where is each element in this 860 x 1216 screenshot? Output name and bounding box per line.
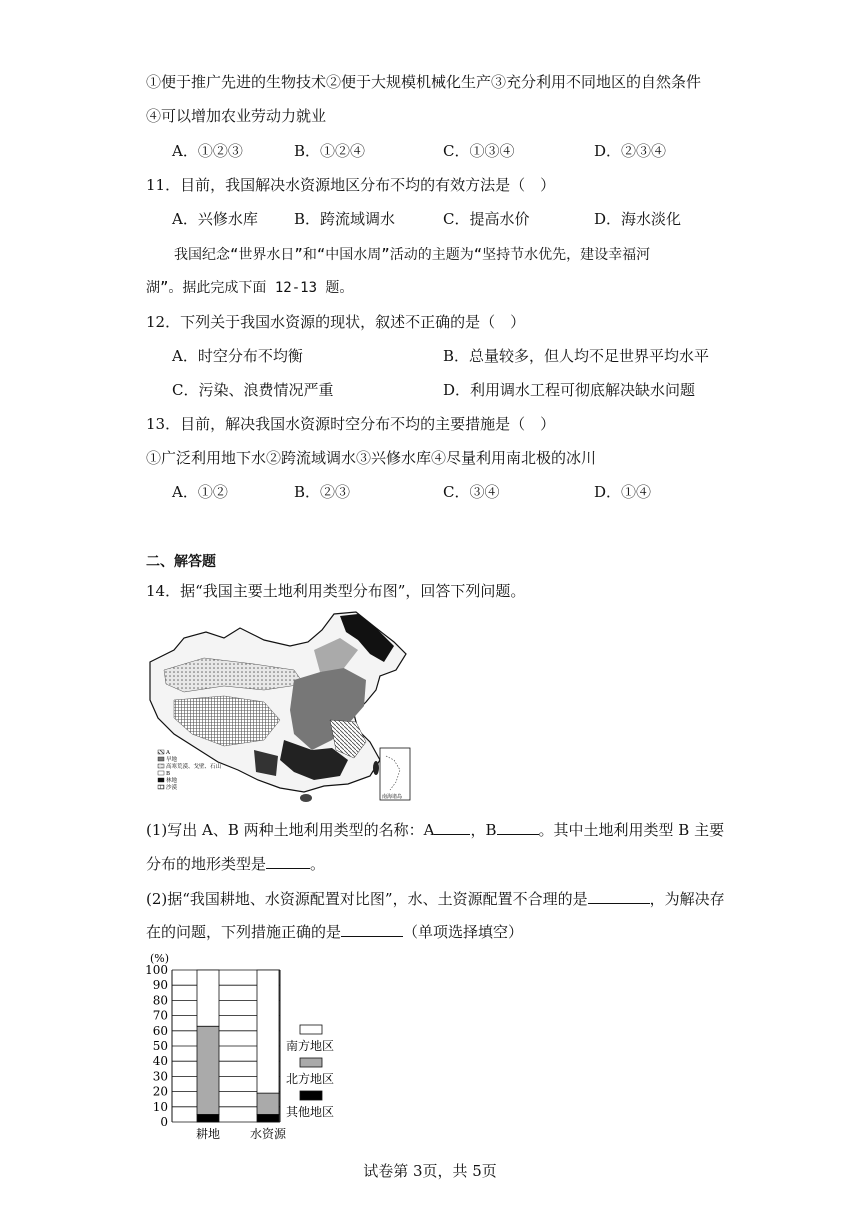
land-use-map [144, 610, 414, 806]
q14-sub1-part-b: ，B [470, 821, 497, 839]
farmland-water-chart [140, 950, 360, 1145]
chart-xlabels [196, 1126, 287, 1141]
legend-label-2: 南方地区 [286, 1039, 335, 1053]
q11-option-c: C．提高水价 [443, 210, 530, 228]
legend-a: A [166, 750, 170, 756]
q12-option-b: B．总量较多，但人均不足世界平均水平 [443, 347, 710, 365]
legend-sand: 沙漠 [166, 785, 178, 791]
ytick-label: 40 [152, 1054, 168, 1069]
q14-sub2-part-b: ，为解决存 [649, 890, 725, 908]
legend-label-0: 其他地区 [286, 1105, 335, 1119]
q12-option-d: D．利用调水工程可彻底解决缺水问题 [443, 381, 696, 399]
ytick-label: 20 [152, 1084, 168, 1099]
blank-a[interactable] [434, 818, 470, 835]
legend-swatch-1 [300, 1058, 322, 1067]
legend-label-1: 北方地区 [286, 1072, 335, 1086]
bar-1-1 [257, 1093, 279, 1114]
bar-0-2 [197, 970, 219, 1026]
xtick-label: 水资源 [249, 1127, 287, 1141]
q14-sub1-line1 [146, 818, 724, 840]
page-footer: 试卷第 3页，共 5页 [363, 1162, 497, 1180]
passage-line1: 我国纪念“世界水日”和“中国水周”活动的主题为“坚持节水优先，建设幸福河 [174, 247, 651, 263]
q10-option-c: C．①③④ [443, 142, 515, 160]
ytick-label: 100 [145, 963, 168, 977]
q10-option-d: D．②③④ [594, 142, 667, 160]
legend-swatch-0 [300, 1091, 322, 1100]
ytick-label: 80 [152, 993, 168, 1008]
q14-sub1-line2-end: 。 [310, 855, 326, 873]
q11-option-d: D．海水淡化 [594, 210, 682, 228]
blank-terrain[interactable] [266, 852, 310, 869]
xtick-label: 耕地 [195, 1127, 221, 1141]
q14-sub2-line2-b: （单项选择填空） [403, 923, 524, 941]
q13-option-b: B．②③ [294, 483, 351, 501]
blank-measure[interactable] [341, 920, 403, 937]
q10-statements-line2: ④可以增加农业劳动力就业 [146, 107, 327, 125]
passage-line2: 湖”。据此完成下面 12-13 题。 [146, 280, 354, 296]
blank-b[interactable] [497, 818, 539, 835]
hainan-island [300, 794, 312, 802]
q12-stem: 12．下列关于我国水资源的现状，叙述不正确的是（ ） [146, 313, 526, 331]
ytick-label: 0 [160, 1115, 168, 1129]
q14-sub2-line1 [146, 887, 725, 909]
inset-label: 南海诸岛 [382, 794, 403, 800]
bar-0-1 [197, 1026, 219, 1114]
q12-option-c: C．污染、浪费情况严重 [172, 381, 334, 399]
q14-sub1-part-c: 。其中土地利用类型 B 主要 [538, 821, 725, 839]
legend-forest: 林地 [166, 778, 178, 784]
q14-sub2-line2-a: 在的问题，下列措施正确的是 [146, 923, 342, 941]
ytick-label: 90 [152, 978, 168, 993]
q13-statements: ①广泛利用地下水②跨流域调水③兴修水库④尽量利用南北极的冰川 [146, 449, 597, 467]
q11-option-b: B．跨流域调水 [294, 210, 396, 228]
q14-sub1-part-a: (1)写出 A、B 两种土地利用类型的名称：A [146, 821, 435, 839]
ytick-label: 70 [152, 1008, 168, 1023]
ytick-label: 10 [152, 1099, 168, 1114]
q10-option-a: A．①②③ [172, 142, 243, 160]
q13-option-d: D．①④ [594, 483, 652, 501]
legend-b: B [166, 771, 171, 777]
south-sea-inset [380, 748, 410, 800]
q14-sub2-part-a: (2)据“我国耕地、水资源配置对比图”，水、土资源配置不合理的是 [146, 890, 588, 908]
q14-stem: 14．据“我国主要土地利用类型分布图”，回答下列问题。 [146, 582, 526, 600]
ytick-label: 50 [152, 1039, 168, 1053]
ytick-label: 60 [152, 1023, 168, 1038]
section-title: 二、解答题 [146, 554, 216, 570]
ytick-label: 30 [152, 1069, 168, 1084]
q14-sub1-line2-text: 分布的地形类型是 [146, 855, 267, 873]
q13-stem: 13．目前，解决我国水资源时空分布不均的主要措施是（ ） [146, 415, 556, 433]
legend-desert-gobi: 高寒荒漠、戈壁、石山 [166, 764, 222, 770]
bar-1-2 [257, 970, 279, 1093]
legend-dryland: 旱地 [166, 757, 178, 763]
blank-unreasonable[interactable] [588, 887, 650, 904]
q10-option-b: B．①②④ [294, 142, 366, 160]
q13-option-c: C．③④ [443, 483, 500, 501]
q11-option-a: A．兴修水库 [172, 210, 258, 228]
q10-statements-line1: ①便于推广先进的生物技术②便于大规模机械化生产③充分利用不同地区的自然条件 [146, 73, 702, 91]
q14-sub1-line2 [146, 852, 325, 874]
bar-0-0 [197, 1114, 219, 1122]
q11-stem: 11．目前，我国解决水资源地区分布不均的有效方法是（ ） [146, 176, 556, 194]
q14-sub2-line2 [146, 920, 523, 942]
q13-option-a: A．①② [172, 483, 228, 501]
q12-option-a: A．时空分布不均衡 [172, 347, 303, 365]
chart-ylabel: (%) [150, 952, 170, 965]
bar-1-0 [257, 1114, 279, 1122]
chart-yticks [145, 963, 168, 1129]
taiwan-island [373, 761, 379, 775]
chart-legend [286, 1025, 334, 1119]
legend-swatch-2 [300, 1025, 322, 1034]
